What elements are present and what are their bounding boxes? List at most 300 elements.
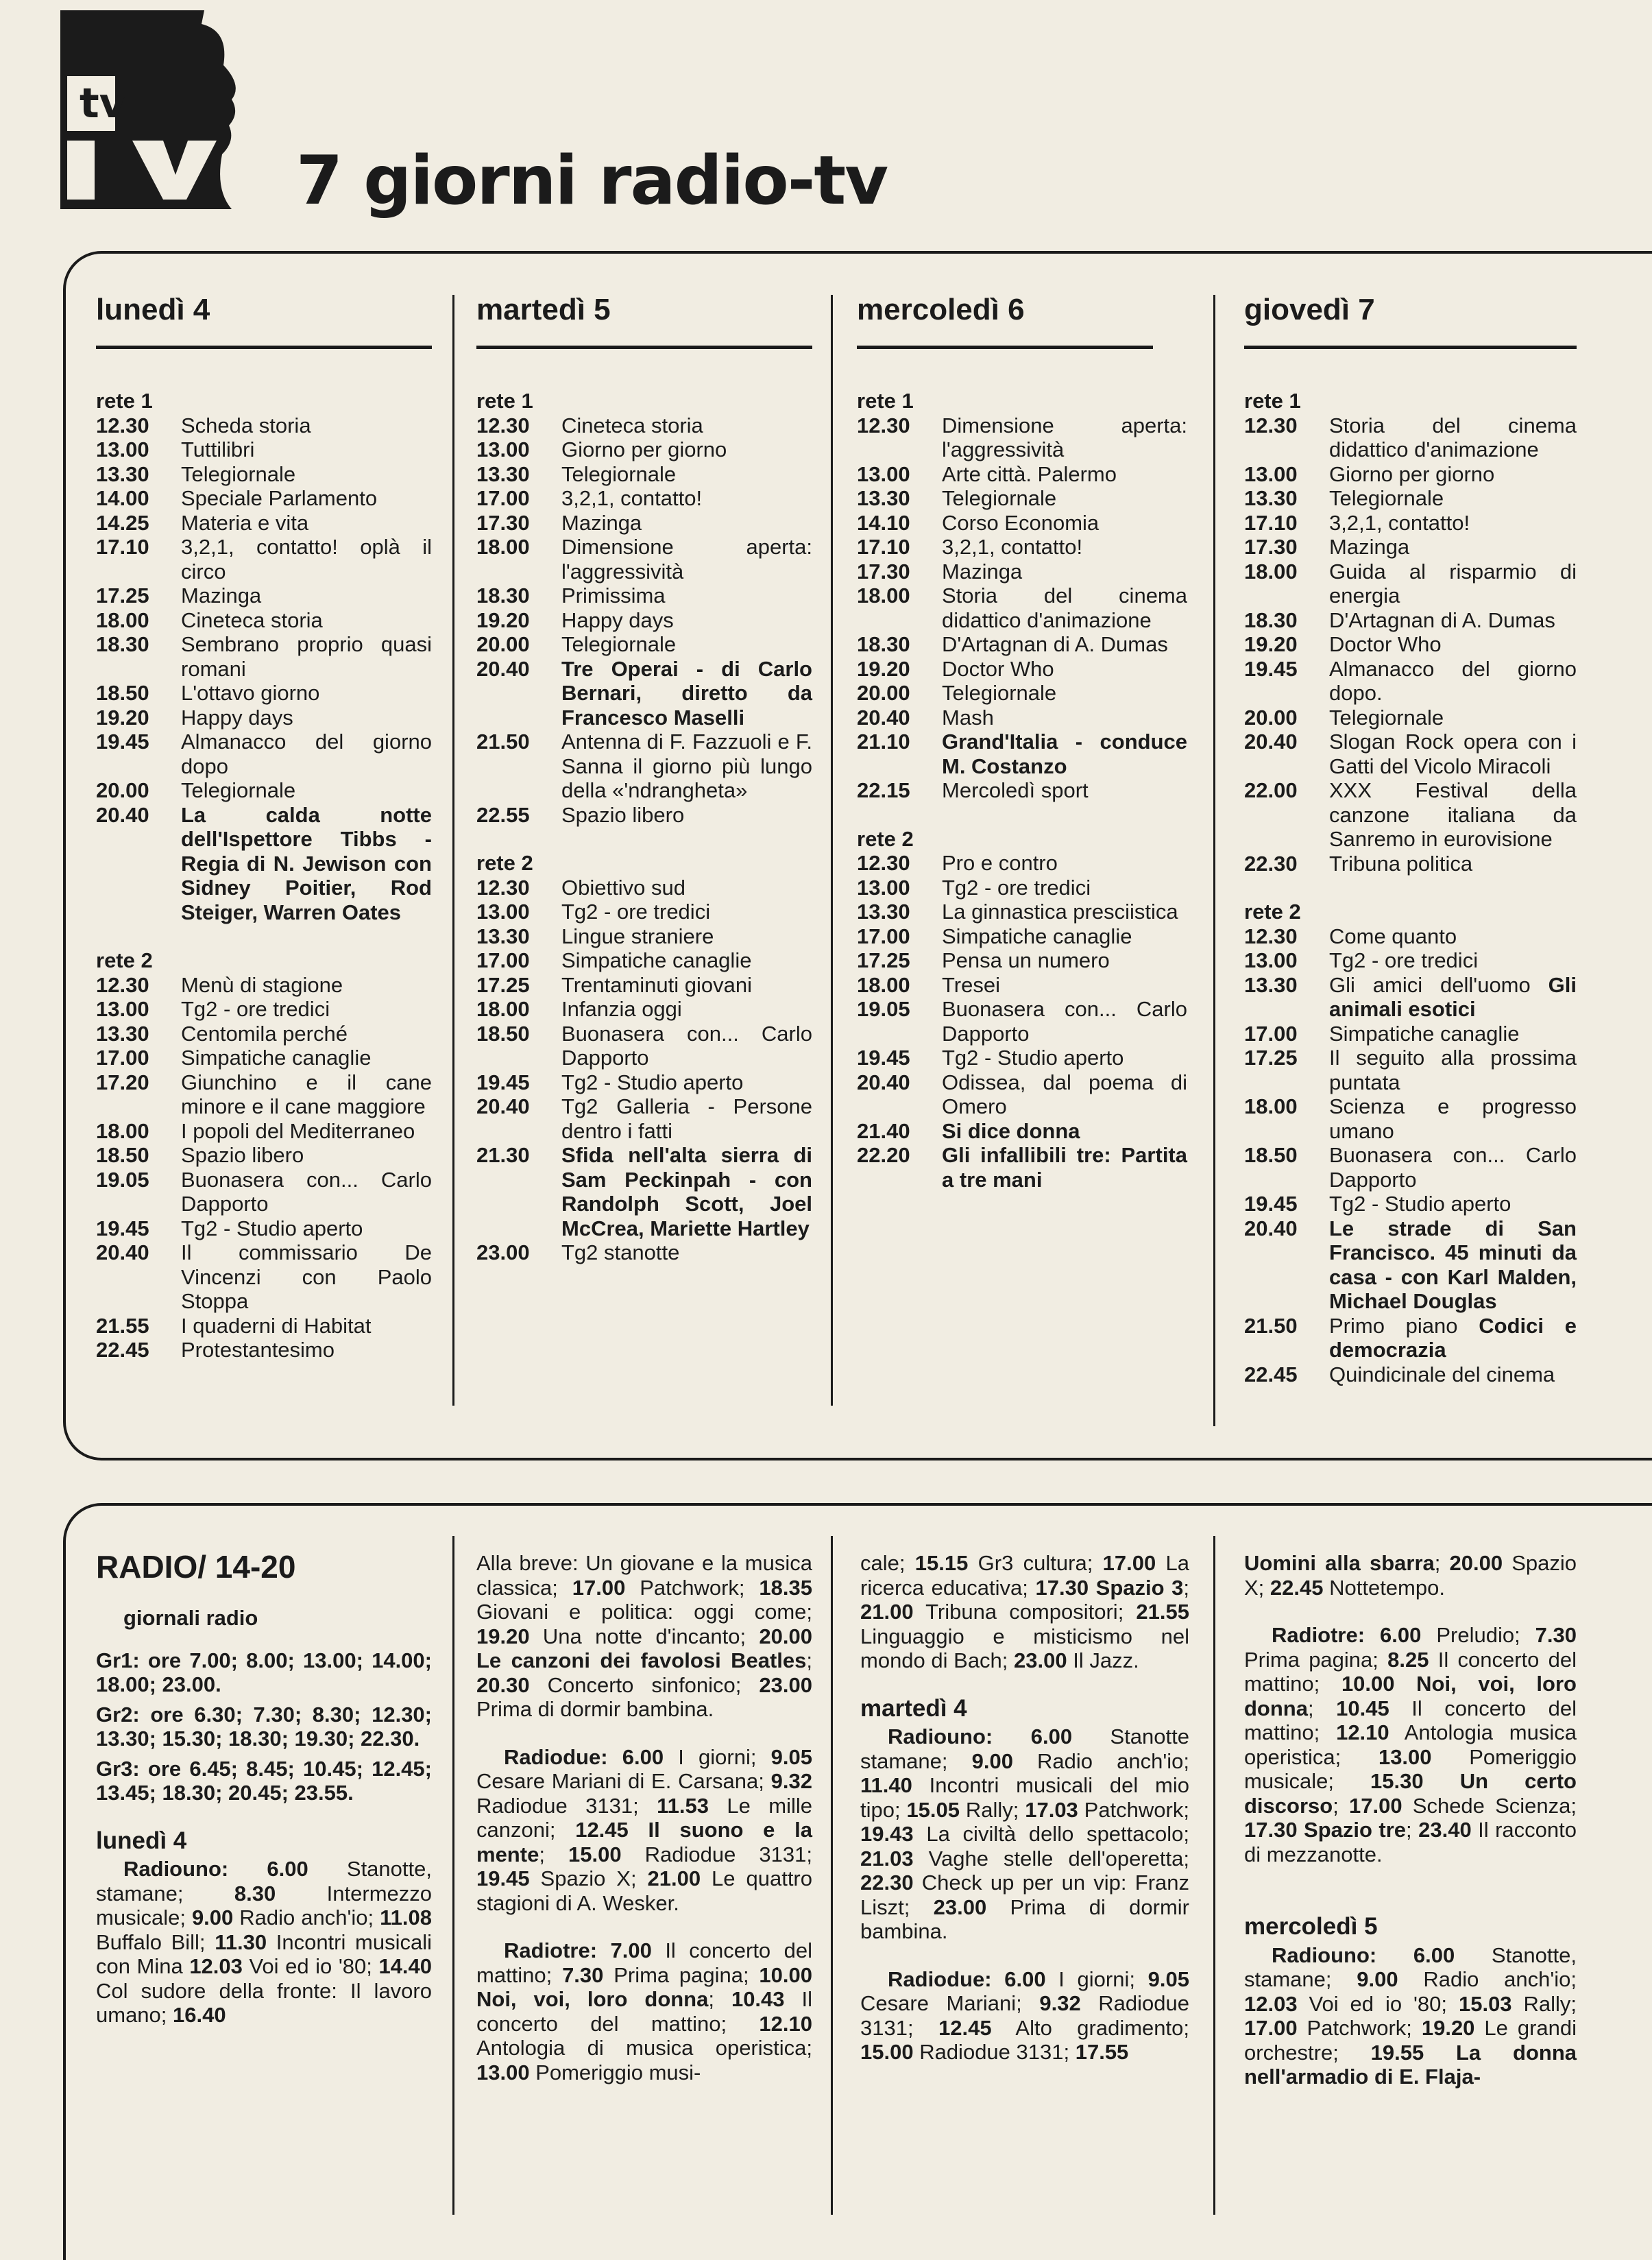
program-row <box>96 437 432 462</box>
program-time: 13.30 <box>857 900 910 924</box>
program-title: Come quanto <box>1329 924 1457 948</box>
program-row <box>476 632 812 657</box>
program-row <box>857 851 1187 876</box>
program-row <box>476 584 812 608</box>
program-row <box>857 486 1187 511</box>
program-row <box>857 948 1187 973</box>
radio-column-4 <box>1244 1551 1577 2089</box>
program-row <box>857 462 1187 487</box>
program-title: Mercoledì sport <box>942 778 1089 802</box>
program-row <box>857 511 1187 536</box>
program-time: 18.00 <box>96 1118 149 1143</box>
program-time: 17.30 <box>476 510 530 535</box>
program-list <box>1244 389 1577 1386</box>
program-time: 18.00 <box>476 997 530 1021</box>
program-time: 17.00 <box>476 486 530 510</box>
program-time: 20.00 <box>857 681 910 705</box>
program-title: Primissima <box>561 584 666 608</box>
program-title: Pro e contro <box>942 851 1058 875</box>
program-time: 22.30 <box>1244 851 1298 876</box>
program-row <box>96 1143 432 1168</box>
program-title: Gli infallibili tre: Partita a tre mani <box>942 1143 1187 1192</box>
program-title: La ginnastica presciistica <box>942 900 1178 924</box>
program-time: 20.40 <box>1244 1216 1298 1240</box>
program-title: Arte città. Palermo <box>942 461 1117 486</box>
program-time: 12.30 <box>1244 413 1298 437</box>
program-time: 19.20 <box>857 656 910 681</box>
program-row <box>1244 1362 1577 1387</box>
program-title: Trentaminuti giovani <box>561 972 752 997</box>
column-divider <box>452 295 454 1406</box>
program-time: 17.25 <box>476 972 530 997</box>
program-row <box>96 1046 432 1070</box>
program-row <box>96 803 432 925</box>
program-row <box>476 486 812 511</box>
program-row <box>857 778 1187 803</box>
program-title: Antenna di F. Fazzuoli e F. Sanna il giorno più lungo della «'ndrangheta» <box>561 730 812 802</box>
program-title: Tresei <box>942 972 1000 997</box>
program-title: Le strade di San Francisco. 45 minuti da casa - con Karl Malden, Michael Douglas <box>1329 1216 1577 1313</box>
column-divider <box>831 1536 833 2215</box>
program-time: 13.00 <box>96 997 149 1021</box>
program-time: 22.15 <box>857 778 910 802</box>
program-time: 18.30 <box>96 632 149 656</box>
tv-day-column <box>96 295 432 1362</box>
program-title: Tg2 - ore tredici <box>942 875 1091 900</box>
program-time: 14.00 <box>96 486 149 510</box>
program-title: Mazinga <box>942 559 1023 584</box>
program-title: Tg2 - ore tredici <box>561 900 711 924</box>
tv-day-column <box>476 295 812 1265</box>
program-title: 3,2,1, contatto! <box>561 486 703 510</box>
program-title: Giorno per giorno <box>561 437 727 461</box>
program-title: Tg2 - Studio aperto <box>942 1046 1124 1070</box>
program-title: Grand'Italia - conduce M. Costanzo <box>942 730 1187 778</box>
page-title: 7 giorni radio-tv <box>296 142 888 220</box>
program-row <box>96 1240 432 1314</box>
program-time: 22.45 <box>1244 1362 1298 1386</box>
program-time: 14.25 <box>96 510 149 535</box>
day-heading: martedì 5 <box>476 293 611 326</box>
program-time: 13.30 <box>476 461 530 486</box>
program-row <box>1244 1314 1577 1362</box>
program-time: 13.00 <box>857 461 910 486</box>
program-row <box>96 1168 432 1216</box>
radio-paragraph: cale; 15.15 Gr3 cultura; 17.00 La ricerca educativa; 17.30 Spazio 3; 21.00 Tribuna compositori; 21.55 Linguaggio e misticismo nel mondo di Bach; 23.00 Il Jazz. <box>860 1551 1189 1672</box>
network-label: rete 1 <box>1244 389 1301 413</box>
program-row <box>857 1070 1187 1119</box>
program-title: Simpatiche canaglie <box>181 1046 372 1070</box>
network-label: rete 1 <box>476 389 533 413</box>
program-title: Guida al risparmio di energia <box>1329 559 1577 608</box>
program-row <box>1244 1216 1577 1314</box>
tv-logo <box>60 10 266 209</box>
program-time: 20.00 <box>476 632 530 656</box>
program-time: 19.20 <box>476 608 530 632</box>
program-time: 23.00 <box>476 1240 530 1264</box>
program-title: Odissea, dal poema di Omero <box>942 1070 1187 1118</box>
program-list <box>96 389 432 1362</box>
program-time: 18.50 <box>96 681 149 705</box>
program-time: 13.00 <box>96 437 149 461</box>
network-label: rete 2 <box>857 826 914 851</box>
program-row <box>857 730 1187 778</box>
program-title: Mazinga <box>181 584 262 608</box>
column-divider <box>1213 295 1215 1426</box>
program-title: Pensa un numero <box>942 948 1110 972</box>
network-label: rete 2 <box>96 948 153 972</box>
program-time: 18.00 <box>857 584 910 608</box>
program-title: Telegiornale <box>561 461 677 486</box>
program-row <box>476 1070 812 1095</box>
program-title: Si dice donna <box>942 1118 1080 1143</box>
program-title: Corso Economia <box>942 510 1100 535</box>
program-row <box>1244 1022 1577 1046</box>
program-title: Doctor Who <box>1329 632 1442 656</box>
program-title: Gli amici dell'uomo Gli animali esotici <box>1329 972 1577 1021</box>
program-title: Mazinga <box>561 510 642 535</box>
program-row <box>476 608 812 633</box>
program-row <box>1244 511 1577 536</box>
radio-subtitle: giornali radio <box>123 1606 258 1630</box>
program-time: 18.00 <box>476 535 530 559</box>
program-title: Telegiornale <box>1329 486 1444 510</box>
program-time: 19.20 <box>1244 632 1298 656</box>
program-time: 19.45 <box>857 1046 910 1070</box>
program-row <box>857 584 1187 632</box>
program-time: 12.30 <box>476 413 530 437</box>
program-row <box>1244 462 1577 487</box>
program-title: Scienza e progresso umano <box>1329 1094 1577 1143</box>
program-time: 12.30 <box>1244 924 1298 948</box>
program-row <box>96 608 432 633</box>
program-row <box>96 462 432 487</box>
program-title: Centomila perché <box>181 1021 348 1046</box>
radio-paragraph: Radiodue: 6.00 I giorni; 9.05 Cesare Mariani di E. Carsana; 9.32 Radiodue 3131; 11.53 Le mille canzoni; 12.45 Il suono e la mente; 15.00 Radiodue 3131; 19.45 Spazio X; 21.00 Le quattro stagioni di A. Wesker. <box>476 1744 812 1915</box>
program-time: 19.05 <box>96 1167 149 1192</box>
program-row <box>1244 608 1577 633</box>
program-title: Sembrano proprio quasi romani <box>181 632 432 681</box>
program-title: Buonasera con... Carlo Dapporto <box>181 1167 432 1216</box>
program-row <box>857 706 1187 730</box>
radio-paragraph: Radiouno: 6.00 Stanotte, stamane; 9.00 Radio anch'io; 12.03 Voi ed io '80; 15.03 Rally; 17.00 Patchwork; 19.20 Le grandi orchestre; 19.55 La donna nell'armadio di E. Flaja- <box>1244 1943 1577 2089</box>
program-title: Protestantesimo <box>181 1338 335 1362</box>
program-title: L'ottavo giorno <box>181 681 320 705</box>
program-title: Almanacco del giorno dopo. <box>1329 656 1577 705</box>
program-title: Tribuna politica <box>1329 851 1473 876</box>
program-time: 20.40 <box>96 1240 149 1264</box>
program-title: XXX Festival della canzone italiana da Sanremo in eurovisione <box>1329 778 1577 851</box>
program-row <box>476 1240 812 1265</box>
radio-paragraph: Alla breve: Un giovane e la musica classica; 17.00 Patchwork; 18.35 Giovani e politica: oggi come; 19.20 Una notte d'incanto; 20.00 Le canzoni dei favolosi Beatles; 20.30 Concerto sinfonico; 23.00 Prima di dormir bambina. <box>476 1551 812 1721</box>
program-time: 19.45 <box>96 1216 149 1240</box>
radio-title: RADIO/ 14-20 <box>96 1549 296 1585</box>
program-title: Quindicinale del cinema <box>1329 1362 1555 1386</box>
column-divider <box>452 1536 454 2215</box>
program-title: Storia del cinema didattico d'animazione <box>942 584 1187 632</box>
program-row <box>96 1314 432 1338</box>
program-time: 19.05 <box>857 997 910 1021</box>
program-time: 13.00 <box>476 900 530 924</box>
program-time: 18.00 <box>1244 559 1298 584</box>
program-time: 18.30 <box>476 584 530 608</box>
program-time: 17.30 <box>1244 535 1298 559</box>
program-title: Buonasera con... Carlo Dapporto <box>942 997 1187 1046</box>
program-time: 18.30 <box>857 632 910 656</box>
network-label: rete 1 <box>96 389 153 413</box>
program-time: 18.30 <box>1244 608 1298 632</box>
program-row <box>857 560 1187 584</box>
program-title: Cineteca storia <box>181 608 323 632</box>
program-title: Telegiornale <box>942 681 1057 705</box>
program-title: D'Artagnan di A. Dumas <box>942 632 1168 656</box>
program-list <box>476 389 812 1265</box>
program-time: 21.55 <box>96 1313 149 1338</box>
program-title: Giorno per giorno <box>1329 461 1495 486</box>
program-row <box>1244 1094 1577 1143</box>
program-row <box>1244 413 1577 462</box>
program-title: Slogan Rock opera con i Gatti del Vicolo Miracoli <box>1329 730 1577 778</box>
program-row <box>476 413 812 438</box>
program-row <box>96 1338 432 1362</box>
program-title: Primo piano Codici e democrazia <box>1329 1313 1577 1362</box>
program-time: 13.30 <box>476 924 530 948</box>
program-title: Tre Operai - di Carlo Bernari, diretto da Francesco Maselli <box>561 656 812 730</box>
radio-paragraph: Uomini alla sbarra; 20.00 Spazio X; 22.45 Nottetempo. <box>1244 1551 1577 1600</box>
radio-column-3 <box>860 1551 1189 2065</box>
program-row <box>857 997 1187 1046</box>
program-title: Obiettivo sud <box>561 875 685 900</box>
program-time: 20.40 <box>857 705 910 730</box>
program-title: Spazio libero <box>181 1143 304 1167</box>
program-title: Tg2 - Studio aperto <box>181 1216 363 1240</box>
program-title: Tuttilibri <box>181 437 255 461</box>
program-time: 17.25 <box>96 584 149 608</box>
program-title: Tg2 - Studio aperto <box>1329 1192 1511 1216</box>
program-row <box>476 948 812 973</box>
program-time: 14.10 <box>857 510 910 535</box>
tv-day-column <box>857 295 1187 1192</box>
radio-day-heading: martedì 4 <box>860 1694 967 1722</box>
heading-rule <box>96 346 432 349</box>
program-time: 13.00 <box>857 875 910 900</box>
program-title: Il seguito alla prossima puntata <box>1329 1046 1577 1094</box>
radio-paragraph: Radiotre: 6.00 Preludio; 7.30 Prima pagina; 8.25 Il concerto del mattino; 10.00 Noi, voi, loro donna; 10.45 Il concerto del mattino; 12.10 Antologia musica operistica; 13.00 Pomeriggio musicale; 15.30 Un certo discorso; 17.00 Schede Scienza; 17.30 Spazio tre; 23.40 Il racconto di mezzanotte. <box>1244 1623 1577 1866</box>
program-row <box>96 511 432 536</box>
program-time: 13.30 <box>1244 972 1298 997</box>
program-row <box>96 584 432 608</box>
gr-line: Gr3: ore 6.45; 8.45; 10.45; 12.45; 13.45; 18.30; 20.45; 23.55. <box>96 1756 432 1805</box>
program-time: 17.25 <box>1244 1046 1298 1070</box>
program-title: 3,2,1, contatto! oplà il circo <box>181 535 432 584</box>
tv-day-column <box>1244 295 1577 1386</box>
program-time: 21.30 <box>476 1143 530 1167</box>
radio-column-2 <box>476 1551 812 2084</box>
program-time: 18.50 <box>476 1021 530 1046</box>
program-title: Lingue straniere <box>561 924 714 948</box>
program-row <box>96 1216 432 1241</box>
program-time: 20.40 <box>96 802 149 827</box>
column-divider <box>831 295 833 1406</box>
program-title: Telegiornale <box>561 632 677 656</box>
program-row <box>857 657 1187 682</box>
program-title: Tg2 - ore tredici <box>1329 948 1479 972</box>
program-row <box>96 706 432 730</box>
program-row <box>96 997 432 1022</box>
program-row <box>96 486 432 511</box>
program-time: 21.50 <box>1244 1313 1298 1338</box>
program-title: Telegiornale <box>942 486 1057 510</box>
program-time: 13.30 <box>1244 486 1298 510</box>
heading-rule <box>1244 346 1577 349</box>
program-time: 18.00 <box>96 608 149 632</box>
program-time: 13.00 <box>476 437 530 461</box>
day-heading: lunedì 4 <box>96 293 210 326</box>
network-label: rete 2 <box>476 851 533 875</box>
program-title: Telegiornale <box>1329 705 1444 730</box>
program-row <box>857 924 1187 949</box>
program-title: Telegiornale <box>181 461 296 486</box>
program-row <box>1244 948 1577 973</box>
program-title: Tg2 - ore tredici <box>181 997 330 1021</box>
program-row <box>96 778 432 803</box>
program-title: Il commissario De Vincenzi con Paolo Stoppa <box>181 1240 432 1313</box>
program-time: 18.50 <box>1244 1143 1298 1167</box>
program-time: 13.00 <box>1244 948 1298 972</box>
program-row <box>1244 632 1577 657</box>
program-row <box>476 1094 812 1143</box>
column-divider <box>1213 1536 1215 2215</box>
program-title: Buonasera con... Carlo Dapporto <box>561 1021 812 1070</box>
program-row <box>96 413 432 438</box>
program-title: Tg2 Galleria - Persone dentro i fatti <box>561 1094 812 1143</box>
program-row <box>857 973 1187 998</box>
program-row <box>857 681 1187 706</box>
program-row <box>96 681 432 706</box>
program-row <box>1244 706 1577 730</box>
program-title: Happy days <box>181 705 293 730</box>
program-title: Menù di stagione <box>181 972 343 997</box>
program-time: 17.20 <box>96 1070 149 1094</box>
program-time: 17.10 <box>96 535 149 559</box>
program-time: 18.00 <box>1244 1094 1298 1118</box>
gr-line: Gr2: ore 6.30; 7.30; 8.30; 12.30; 13.30; 15.30; 18.30; 19.30; 22.30. <box>96 1702 432 1751</box>
program-time: 12.30 <box>857 413 910 437</box>
program-title: Giunchino e il cane minore e il cane maggiore <box>181 1070 432 1118</box>
program-time: 17.10 <box>1244 510 1298 535</box>
program-row <box>96 535 432 584</box>
program-time: 20.40 <box>476 1094 530 1118</box>
radio-column-1 <box>96 1551 432 2028</box>
program-row <box>476 997 812 1022</box>
program-title: Dimensione aperta: l'aggressività <box>561 535 812 584</box>
program-time: 21.40 <box>857 1118 910 1143</box>
program-title: Speciale Parlamento <box>181 486 378 510</box>
program-time: 12.30 <box>96 413 149 437</box>
program-row <box>857 900 1187 924</box>
program-row <box>476 1143 812 1240</box>
program-row <box>1244 486 1577 511</box>
radio-day-heading: mercoledì 5 <box>1244 1913 1378 1940</box>
program-title: Storia del cinema didattico d'animazione <box>1329 413 1577 461</box>
program-time: 19.45 <box>1244 656 1298 681</box>
program-row <box>476 973 812 998</box>
program-row <box>476 511 812 536</box>
program-title: Tg2 - Studio aperto <box>561 1070 744 1094</box>
program-time: 21.10 <box>857 730 910 754</box>
program-time: 22.20 <box>857 1143 910 1167</box>
program-time: 19.20 <box>96 705 149 730</box>
program-time: 19.45 <box>96 730 149 754</box>
program-title: Tg2 stanotte <box>561 1240 680 1264</box>
program-title: 3,2,1, contatto! <box>942 535 1083 559</box>
program-row <box>1244 657 1577 706</box>
program-title: Materia e vita <box>181 510 309 535</box>
program-time: 18.00 <box>857 972 910 997</box>
program-row <box>1244 535 1577 560</box>
program-row <box>476 876 812 900</box>
program-row <box>1244 924 1577 949</box>
program-row <box>857 876 1187 900</box>
program-title: Spazio libero <box>561 802 685 827</box>
radio-paragraph: Radiodue: 6.00 I giorni; 9.05 Cesare Mariani; 9.32 Radiodue 3131; 12.45 Alto gradimento; 15.00 Radiodue 3131; 17.55 <box>860 1967 1189 2064</box>
program-row <box>96 1022 432 1046</box>
program-row <box>96 1070 432 1119</box>
radio-paragraph: Radiouno: 6.00 Stanotte, stamane; 8.30 Intermezzo musicale; 9.00 Radio anch'io; 11.08 Buffalo Bill; 11.30 Incontri musicali con Mina 12.03 Voi ed io '80; 14.40 Col sudore della fronte: Il lavoro umano; 16.40 <box>96 1857 433 2027</box>
program-time: 22.00 <box>1244 778 1298 802</box>
program-title: Infanzia oggi <box>561 997 682 1021</box>
program-title: Mash <box>942 705 994 730</box>
program-title: Cineteca storia <box>561 413 703 437</box>
program-row <box>476 803 812 828</box>
program-title: Sfida nell'alta sierra di Sam Peckinpah - con Randolph Scott, Joel McCrea, Mariette Hartley <box>561 1143 812 1240</box>
program-row <box>857 535 1187 560</box>
program-title: I popoli del Mediterraneo <box>181 1118 415 1143</box>
program-row <box>1244 852 1577 876</box>
program-time: 17.00 <box>1244 1021 1298 1046</box>
program-time: 17.30 <box>857 559 910 584</box>
program-time: 17.00 <box>476 948 530 972</box>
program-time: 22.45 <box>96 1338 149 1362</box>
program-time: 12.30 <box>96 972 149 997</box>
program-time: 20.00 <box>96 778 149 802</box>
program-row <box>1244 1143 1577 1192</box>
program-time: 12.30 <box>857 851 910 875</box>
radio-paragraph: Radiotre: 7.00 Il concerto del mattino; 7.30 Prima pagina; 10.00 Noi, voi, loro donna; 10.43 Il concerto del mattino; 12.10 Antologia di musica operistica; 13.00 Pomeriggio musi- <box>476 1938 812 2084</box>
day-heading: mercoledì 6 <box>857 293 1025 326</box>
program-row <box>476 657 812 730</box>
program-title: Buonasera con... Carlo Dapporto <box>1329 1143 1577 1192</box>
program-time: 20.00 <box>1244 705 1298 730</box>
program-row <box>857 1046 1187 1070</box>
program-time: 20.40 <box>1244 730 1298 754</box>
program-row <box>1244 730 1577 778</box>
program-title: Telegiornale <box>181 778 296 802</box>
network-label: rete 2 <box>1244 900 1301 924</box>
program-row <box>476 730 812 803</box>
program-time: 19.45 <box>1244 1192 1298 1216</box>
program-time: 17.00 <box>857 924 910 948</box>
day-heading: giovedì 7 <box>1244 293 1375 326</box>
program-row <box>96 1119 432 1144</box>
program-time: 17.25 <box>857 948 910 972</box>
program-row <box>1244 560 1577 608</box>
program-title: Doctor Who <box>942 656 1054 681</box>
program-time: 19.45 <box>476 1070 530 1094</box>
logo-letters: tv <box>80 80 126 128</box>
program-row <box>857 413 1187 462</box>
program-row <box>1244 1046 1577 1094</box>
